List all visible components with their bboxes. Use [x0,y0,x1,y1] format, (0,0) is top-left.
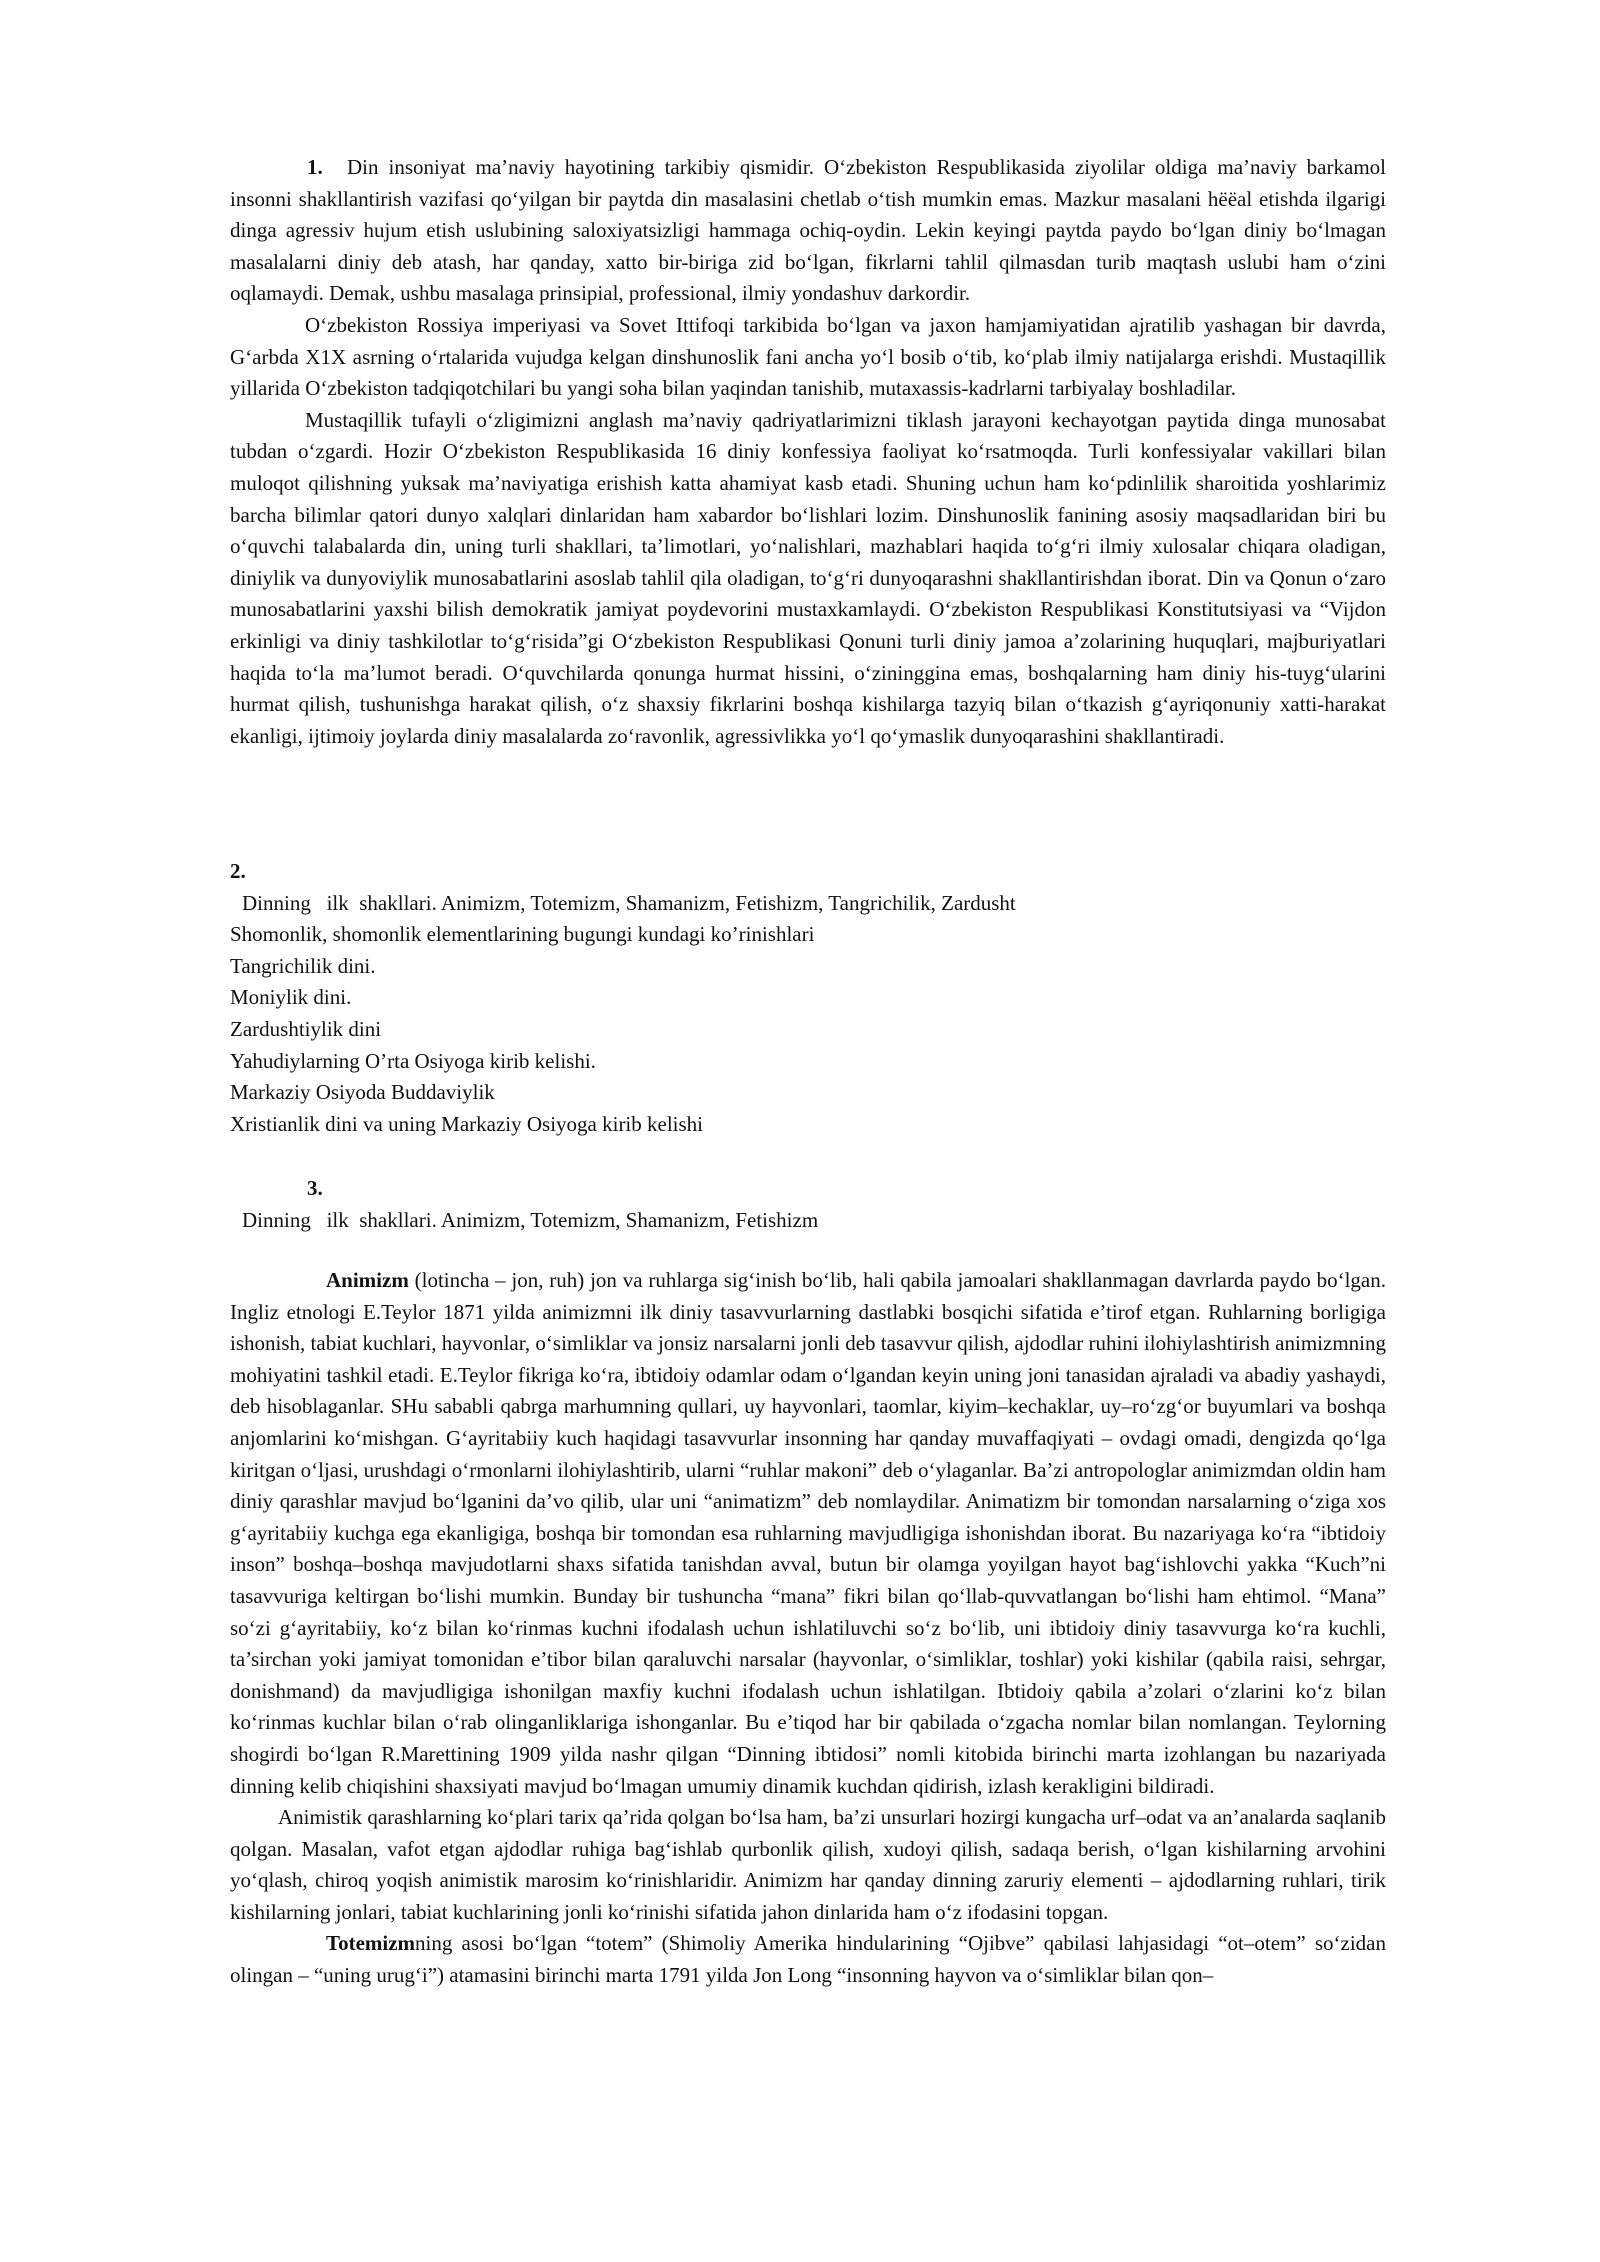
totemizm-term: Totemizm [326,1931,416,1956]
list-item: Zardushtiylik dini [230,1016,382,1041]
section-3-title: Dinning ilk shakllari. Animizm, Totemizm, Shamanizm, Fetishizm [242,1207,819,1232]
list-item: Xristianlik dini va uning Markaziy Osiyoga kirib kelishi [230,1111,704,1136]
section-3-number: 3. [307,1176,323,1200]
section-1-paragraph-2: O‘zbekiston Rossiya imperiyasi va Sovet Ittifoqi tarkibida bo‘lgan va jaxon hamjamiyatidan ajratilib yashagan bir davrda, G‘arbda X1X asrning o‘rtalarida vujudga kelgan dinshunoslik fani ancha yo‘l bosib o‘tib, ko‘plab ilmiy natijalarga erishdi. Mustaqillik yillarida O‘zbekiston tadqiqotchilari bu yangi soha bilan yaqindan tanishib, mutaxassis-kadrlarni tarbiyalay boshladilar. [230,312,1386,401]
totemizm-paragraph [230,1928,1386,1991]
animizm-paragraph [230,1265,1386,1802]
list-item: Yahudiylarning O’rta Osiyoga kirib kelishi. [230,1048,596,1073]
list-item: Tangrichilik dini. [230,953,376,978]
section-3-body [230,1265,1386,1992]
animizm-term: Animizm [326,1268,409,1292]
list-item: Moniylik dini. [230,985,352,1010]
section-3 [230,1173,1386,1236]
section-1 [230,152,1386,752]
list-item: Shomonlik, shomonlik elementlarining bugungi kundagi ko’rinishlari [230,922,815,947]
section-2 [230,856,1386,1140]
section-1-number: 1. [307,155,323,179]
animizm-text: (lotincha – jon, ruh) jon va ruhlarga sig‘inish bo‘lib, hali qabila jamoalari shakllanmagan davrlarda paydo bo‘lgan. Ingliz etnologi E.Teylor 1871 yilda animizmni ilk diniy tasavvurlarning dastlabki bosqichi sifatida e’tirof etgan. Ruhlarning borligiga ishonish, tabiat kuchlari, hayvonlar, o‘simliklar va jonsiz narsalarni jonli deb tasavvur qilish, ajdodlar ruhini ilohiylashtirish animizmning mohiyatini tashkil etadi. E.Teylor fikriga ko‘ra, ibtidoiy odamlar odam o‘lgandan keyin uning joni tanasidan ajraladi va abadiy yashaydi, deb hisoblaganlar. SHu sababli qabrga marhumning qullari, uy hayvonlari, taomlar, kiyim–kechaklar, uy–ro‘zg‘or buyumlari va boshqa anjomlarini ko‘mishgan. G‘ayritabiiy kuch haqidagi tasavvurlar insonning har qanday muvaffaqiyati – ovdagi omadi, dengizda qo‘lga kiritgan o‘ljasi, urushdagi o‘rmonlarni ilohiylashtirib, ularni “ruhlar makoni” deb o‘ylaganlar. Ba’zi antropologlar animizmdan oldin ham diniy qarashlar mavjud bo‘lganini da’vo qilib, ular uni “animatizm” deb nomlaydilar. Animatizm bir tomondan narsalarning o‘ziga xos g‘ayritabiiy kuchga ega ekanligiga, boshqa bir tomondan esa ruhlarning mavjudligiga ishonishdan iborat. Bu nazariyaga ko‘ra “ibtidoiy inson” boshqa–boshqa mavjudotlarni shaxs sifatida tanishdan avval, butun bir olamga yoyilgan hayot bag‘ishlovchi yakka “Kuch”ni tasavvuriga keltirgan bo‘lishi mumkin. Bunday bir tushuncha “mana” fikri bilan qo‘llab-quvvatlangan bo‘lishi ham ehtimol. “Mana” so‘zi g‘ayritabiiy, ko‘z bilan ko‘rinmas kuchni ifodalash uchun ishlatiluvchi so‘z bo‘lib, uni ibtidoiy diniy tasavvurga ko‘ra kuchli, ta’sirchan yoki jamiyat tomonidan e’tibor bilan qaraluvchi narsalar (hayvonlar, o‘simliklar, toshlar) yoki kishilar (qabila raisi, sehrgar, donishmand) da mavjudligiga ishonilgan maxfiy kuchni ifodalash uchun ishlatilgan. Ibtidoiy qabila a’zolari o‘zlarini ko‘z bilan ko‘rinmas kuchlar bilan o‘rab olinganliklariga ishonganlar. Bu e’tiqod har bir qabilada o‘zgacha nomlar bilan nomlangan. Teylorning shogirdi bo‘lgan R.Marettining 1909 yilda nashr qilgan “Dinning ibtidosi” nomli kitobida birinchi marta izohlangan bu nazariyada dinning kelib chiqishini shaxsiyati mavjud bo‘lmagan umumiy dinamik kuchdan qidirish, izlash kerakligini bildiradi. [230,1268,1386,1798]
totemizm-text: ning asosi bo‘lgan “totem” (Shimoliy Amerika hindularining “Ojibve” qabilasi lahjasidagi “ot–otem” so‘zidan olingan – “uning urug‘i”) atamasini birinchi marta 1791 yilda Jon Long “insonning hayvon va o‘simliklar bilan qon– [230,1931,1386,1988]
section-1-paragraph-3: Mustaqillik tufayli o‘zligimizni anglash ma’naviy qadriyatlarimizni tiklash jarayoni kechayotgan paytida dinga munosabat tubdan o‘zgardi. Hozir O‘zbekiston Respublikasida 16 diniy konfessiya faoliyat ko‘rsatmoqda. Turli konfessiyalar vakillari bilan muloqot qilishning yuksak ma’naviyatiga erishish katta ahamiyat kasb etadi. Shuning uchun ham ko‘pdinlilik sharoitida yoshlarimiz barcha bilimlar qatori dunyo xalqlari dinlaridan ham xabardor bo‘lishlari lozim. Dinshunoslik fanining asosiy maqsadlaridan biri bu o‘quvchi talabalarda din, uning turli shakllari, ta’limotlari, yo‘nalishlari, mazhablari haqida to‘g‘ri ilmiy xulosalar chiqara oladigan, diniylik va dunyoviylik munosabatlarini asoslab tahlil qila oladigan, to‘g‘ri dunyoqarashni shakllantirishdan iborat. Din va Qonun o‘zaro munosabatlarini yaxshi bilish demokratik jamiyat poydevorini mustaxkamlaydi. O‘zbekiston Respublikasi Konstitutsiyasi va “Vijdon erkinligi va diniy tashkilotlar to‘g‘risida”gi O‘zbekiston Respublikasi Qonuni turli diniy jamoa a’zolarining huquqlari, majburiyatlari haqida to‘la ma’lumot beradi. O‘quvchilarda qonunga hurmat hissini, o‘zininggina emas, boshqalarning ham diniy his-tuyg‘ularini hurmat qilish, tushunishga harakat qilish, o‘z shaxsiy fikrlarini boshqa kishilarga tazyiq bilan o‘tkazish g‘ayriqonuniy xatti-harakat ekanligi, ijtimoiy joylarda diniy masalalarda zo‘ravonlik, agressivlikka yo‘l qo‘ymaslik dunyoqarashini shakllantiradi. [230,407,1386,748]
section-1-paragraph-1 [230,152,1386,310]
animistik-paragraph: Animistik qarashlarning ko‘plari tarix qa’rida qolgan bo‘lsa ham, ba’zi unsurlari hozirgi kungacha urf–odat va an’analarda saqlanib qolgan. Masalan, vafot etgan ajdodlar ruhiga bag‘ishlab qurbonlik qilish, xudoyi qilish, sadaqa berish, o‘lgan kishilarning arvohini yo‘qlash, chiroq yoqish animistik marosim ko‘rinishlaridir. Animizm har qanday dinning zaruriy elementi – ajdodlarning ruhlari, tirik kishilarning jonlari, tabiat kuchlarining jonli ko‘rinishi sifatida jahon dinlarida ham o‘z ifodasini topgan. [230,1805,1386,1924]
section-2-title: Dinning ilk shakllari. Animizm, Totemizm, Shamanizm, Fetishizm, Tangrichilik, Zardusht [242,890,1016,915]
section-1-p1-text: Din insoniyat ma’naviy hayotining tarkibiy qismidir. O‘zbekiston Respublikasida ziyolilar oldiga ma’naviy barkamol insonni shakllantirish vazifasi qo‘yilgan bir paytda din masalasini chetlab o‘tish mumkin emas. Mazkur masalani hёёal etishda ilgarigi dinga agressiv hujum etish uslubining saloxiyatsizligi hammaga ochiq-oydin. Lekin keyingi paytda paydo bo‘lgan diniy bo‘lmagan masalalarni diniy deb atash, har qanday, xatto bir-biriga zid bo‘lgan, fikrlarni tahlil qilmasdan turib maqtash uslubi ham o‘zini oqlamaydi. Demak, ushbu masalaga prinsipial, professional, ilmiy yondashuv darkordir. [230,155,1386,306]
section-2-number: 2. [230,859,246,883]
list-item: Markaziy Osiyoda Buddaviylik [230,1080,495,1105]
